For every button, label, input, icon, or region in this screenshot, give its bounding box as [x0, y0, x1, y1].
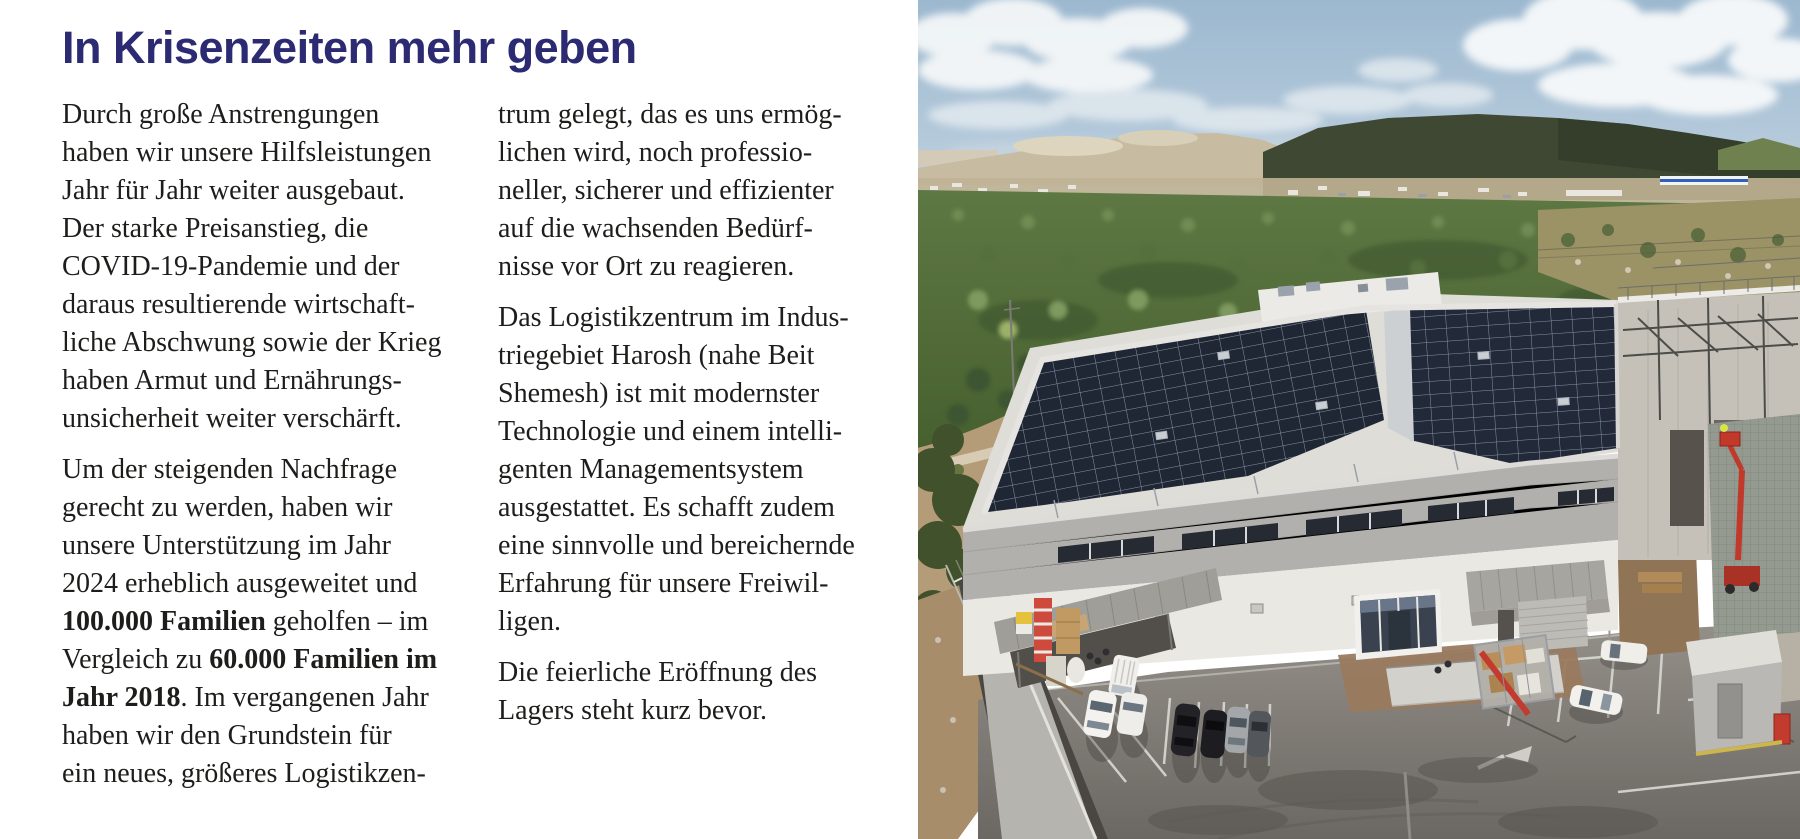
- text-line: lichen wird, noch professio-: [498, 137, 813, 168]
- text-line: Jahr 2018. Im vergangenen Jahr: [62, 682, 429, 713]
- paragraph: [62, 96, 498, 438]
- text-line: Um der steigenden Nachfrage: [62, 454, 398, 485]
- text-line: COVID-19-Pandemie und der: [62, 251, 400, 282]
- text-line: Der starke Preisanstieg, die: [62, 213, 369, 244]
- text-line: 100.000 Familien geholfen – im: [62, 606, 429, 637]
- text-line: ligen.: [498, 606, 561, 637]
- text-line: Technologie und einem intelli-: [498, 416, 843, 447]
- text-line: haben Armut und Ernährungs-: [62, 365, 402, 396]
- text-line: ausgestattet. Es schafft zudem: [498, 492, 835, 523]
- text-line: 2024 erheblich ausgeweitet und: [62, 568, 418, 599]
- text-line: gerecht zu werden, haben wir: [62, 492, 393, 523]
- text-line: Durch große Anstrengungen: [62, 99, 380, 130]
- text-line: unsere Unterstützung im Jahr: [62, 530, 391, 561]
- container-cabin: [1686, 630, 1790, 754]
- text-line: haben wir den Grundstein für: [62, 720, 392, 751]
- paragraph: [498, 96, 910, 286]
- text-line: Shemesh) ist mit modernster: [498, 378, 820, 409]
- glass-entrance: [1354, 589, 1442, 660]
- text-line: eine sinnvolle und bereichernde: [498, 530, 855, 561]
- worker-hi-vis: [1720, 424, 1728, 432]
- text-line: Jahr für Jahr weiter ausgebaut.: [62, 175, 405, 206]
- dark-gray-car: [1246, 710, 1271, 757]
- text-line: Vergleich zu 60.000 Familien im: [62, 644, 438, 675]
- text-line: Das Logistikzentrum im Indus-: [498, 302, 849, 333]
- text-line: triegebiet Harosh (nahe Beit: [498, 340, 815, 371]
- text-line: Erfahrung für unsere Freiwil-: [498, 568, 829, 599]
- page-title: In Krisenzeiten mehr geben: [62, 22, 637, 73]
- text-line: liche Abschwung sowie der Krieg: [62, 327, 442, 358]
- text-line: nisse vor Ort zu reagieren.: [498, 251, 795, 282]
- mesh-cladding: [1708, 414, 1800, 640]
- text-line: Die feierliche Eröffnung des: [498, 657, 818, 688]
- red-cabinet: [1774, 714, 1790, 744]
- article-text-area: [62, 22, 912, 793]
- text-line: daraus resultierende wirtschaft-: [62, 289, 415, 320]
- text-line: neller, sicherer und effizienter: [498, 175, 834, 206]
- silver-car: [1224, 706, 1251, 754]
- text-column-2: [498, 96, 910, 793]
- text-line: unsicherheit weiter verschärft.: [62, 403, 402, 434]
- black-car-2: [1200, 709, 1229, 759]
- roof-walkway: [1384, 308, 1414, 442]
- text-columns: [62, 96, 912, 793]
- paragraph: [498, 299, 910, 641]
- text-line: genten Managementsystem: [498, 454, 804, 485]
- text-line: ein neues, größeres Logistikzen-: [62, 758, 426, 789]
- text-column-1: [62, 96, 498, 793]
- paragraph: [498, 654, 910, 730]
- warehouse-aerial-photo: [918, 0, 1800, 839]
- text-line: Lagers steht kurz bevor.: [498, 695, 768, 726]
- scrub-hill-right: [1538, 198, 1800, 302]
- paragraph: [62, 451, 498, 793]
- text-line: trum gelegt, das es uns ermög-: [498, 99, 842, 130]
- text-line: haben wir unsere Hilfsleistungen: [62, 137, 432, 168]
- text-line: auf die wachsenden Bedürf-: [498, 213, 813, 244]
